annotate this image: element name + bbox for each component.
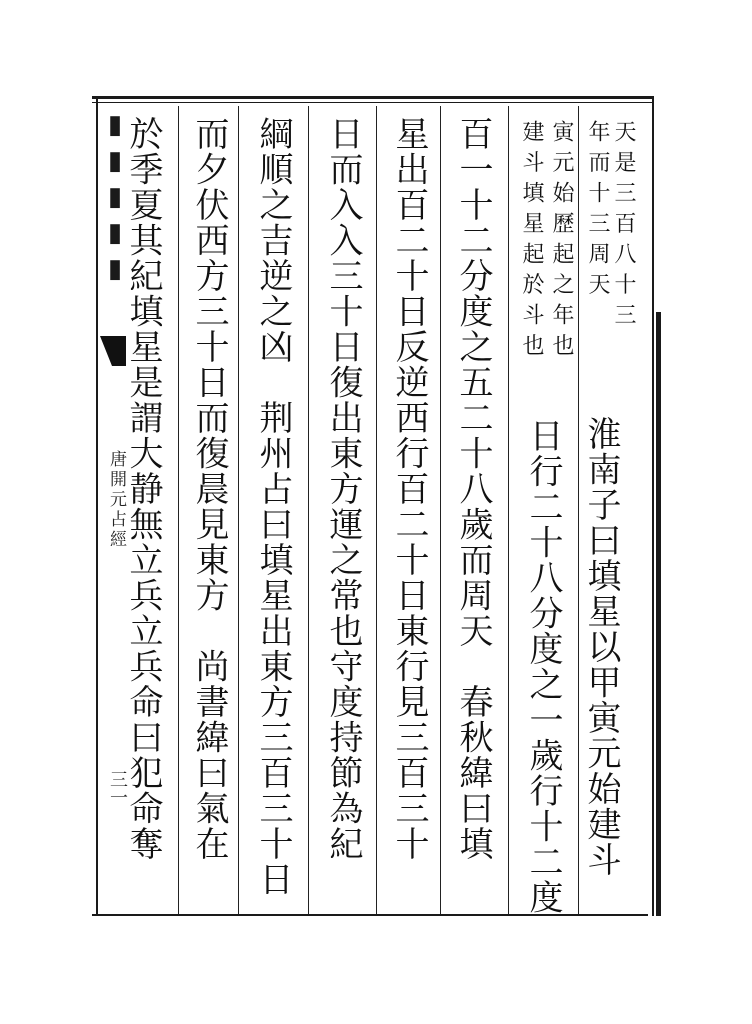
column-divider	[178, 106, 179, 914]
text-column: 而夕伏西方三十日而復晨見東方 尚書緯曰氣在	[189, 116, 229, 862]
column-divider	[440, 106, 441, 914]
column-divider	[238, 106, 239, 914]
bottom-border-rule	[92, 914, 648, 916]
annotation-column: 年而十三周天	[585, 120, 610, 303]
right-border-rule	[652, 96, 654, 916]
book-title: 唐開元占經	[106, 450, 126, 550]
annotation-column: 建斗填星起於斗也	[519, 120, 544, 364]
text-column: 淮南子曰填星以甲寅元始建斗	[581, 416, 621, 878]
text-column: 綱順之吉逆之凶 荆州占曰填星出東方三百三十日	[253, 116, 293, 897]
column-divider	[376, 106, 377, 914]
text-column: 日而入入三十日復出東方運之常也守度持節為紀	[323, 116, 363, 862]
text-column: 於季夏其紀填星是謂大静無立兵立兵命曰犯命奪	[123, 116, 163, 862]
text-column: 百一十二分度之五二十八歲而周天 春秋緯曰填	[453, 116, 493, 862]
column-divider	[308, 106, 309, 914]
top-border-rule	[92, 96, 652, 99]
annotation-column: 天是三百八十三	[611, 120, 636, 334]
spine-title-mark: ▮▮▮▮▮	[100, 110, 130, 290]
annotation-column: 寅元始歷起之年也	[549, 120, 574, 364]
column-divider	[508, 106, 509, 914]
top-inner-rule	[92, 102, 652, 103]
column-divider	[578, 106, 579, 914]
right-edge-bar	[656, 312, 661, 916]
text-column: 日行二十八分度之一歲行十二度	[523, 418, 563, 915]
page-number: 三一	[107, 770, 128, 806]
text-column: 星出百二十日反逆西行百二十日東行見三百三十	[389, 116, 429, 862]
